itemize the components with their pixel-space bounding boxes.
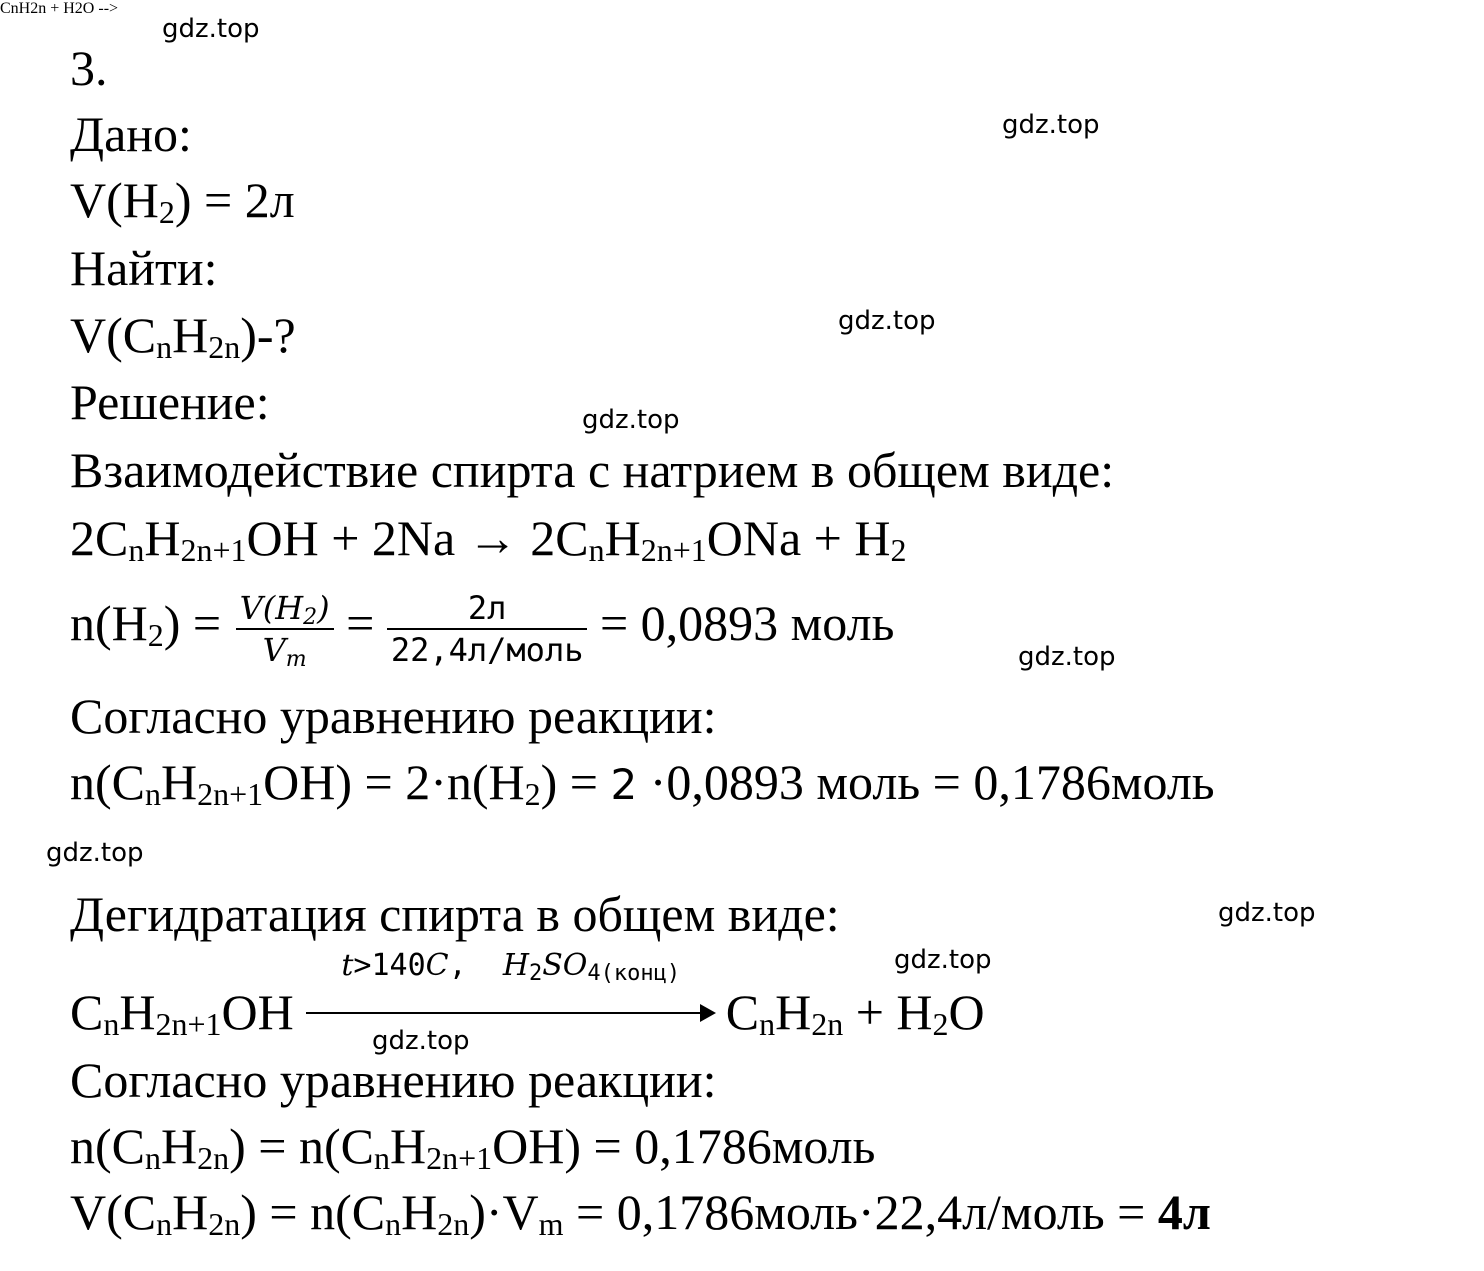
problem-number: 3. bbox=[70, 40, 108, 96]
given-volume: V(H2) = 2л bbox=[70, 172, 295, 230]
watermark: gdz.top bbox=[1018, 642, 1116, 672]
watermark: gdz.top bbox=[1002, 110, 1100, 140]
find-target: V(CnH2n)-? bbox=[70, 307, 296, 365]
fraction-v-over-vm: $\frac{V(H2)}{Vm}$ bbox=[236, 588, 334, 670]
reaction-conditions-arrow bbox=[306, 948, 716, 1042]
v-alkene-formula: V(CnH2n) = n(CnH2n)·Vm = 0,1786моль·22,4л/моль = 4л bbox=[70, 1184, 1211, 1242]
according-label-2: Согласно уравнению реакции: bbox=[70, 1052, 717, 1108]
reaction1-description: Взаимодействие спирта с натрием в общем виде: bbox=[70, 442, 1115, 498]
reaction-arrow: → bbox=[467, 510, 518, 566]
watermark: gdz.top bbox=[838, 306, 936, 336]
given-label: Дано: bbox=[70, 106, 192, 162]
n-alcohol-formula: n(CnH2n+1OH) = 2·n(H2) = 2 ·0,0893 моль = 0,1786моль bbox=[70, 754, 1215, 812]
watermark: gdz.top bbox=[46, 838, 144, 868]
reaction1-equation: 2CnH2n+1OH + 2Na → 2CnH2n+1ONa + H2 bbox=[70, 510, 907, 568]
according-label-1: Согласно уравнению реакции: bbox=[70, 688, 717, 744]
n-alkene-formula: n(CnH2n) = n(CnH2n+1OH) = 0,1786моль bbox=[70, 1118, 876, 1176]
watermark: gdz.top bbox=[372, 1026, 470, 1056]
watermark: gdz.top bbox=[582, 405, 680, 435]
reaction-conditions: t>140C, H2SO4(конц) bbox=[341, 948, 681, 986]
arrow-right-icon bbox=[700, 1004, 716, 1022]
watermark: gdz.top bbox=[1218, 898, 1316, 928]
solution-label: Решение: bbox=[70, 374, 270, 430]
watermark: gdz.top bbox=[894, 945, 992, 975]
watermark: gdz.top bbox=[162, 14, 260, 44]
fraction-numeric: $\frac{2л}{\text{22,4л/моль}}$ bbox=[387, 588, 588, 670]
n-h2-formula: n(H2) = $\frac{V(H2)}{Vm}$ = $\frac{2л}{\text{22,4л/моль}}$ = 0,0893 моль bbox=[70, 588, 895, 672]
find-label: Найти: bbox=[70, 240, 218, 296]
final-answer: 4л bbox=[1157, 1184, 1211, 1240]
reaction2-equation: CnH2n+1OH t>140C, H2SO4(конц) CnH2n + H2O bbox=[70, 948, 985, 1042]
dehydration-description: Дегидратация спирта в общем виде: bbox=[70, 886, 840, 942]
